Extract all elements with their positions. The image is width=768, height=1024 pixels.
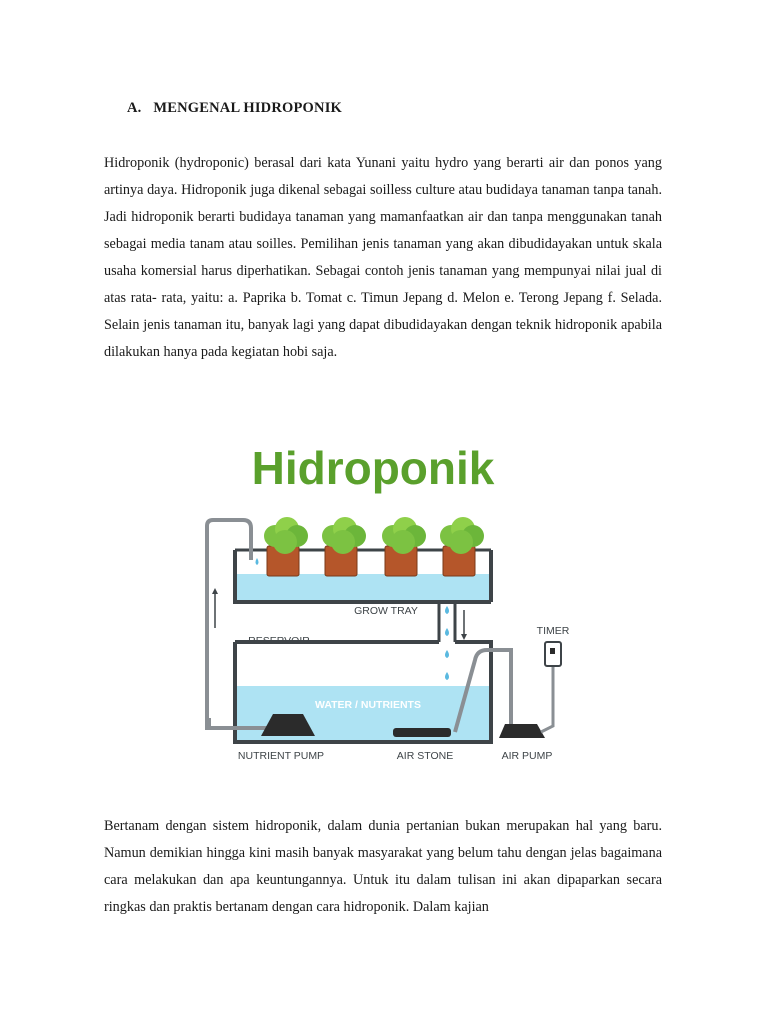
air-stone [393, 728, 451, 737]
label-grow-tray: GROW TRAY [354, 605, 418, 617]
up-arrow-head [212, 588, 218, 594]
intro-paragraph: Hidroponik (hydroponic) berasal dari kata Yunani yaitu hydro yang berarti air dan ponos yang artinya daya. Hidroponik juga dikenal sebagai soilless culture atau budidaya tanaman tanpa tanah. Jadi hidroponik berarti budidaya tanaman yang mamanfaatkan air dan tanpa menggunakan tanah sebagai media tanam atau soilles. Pemilihan jenis tanaman yang akan dibudidayakan untuk skala usaha komersial harus diperhatikan. Sebagai contoh jenis tanaman yang mempunyai nilai jual di atas rata- rata, yaitu: a. Paprika b. Tomat c. Timun Jepang d. Melon e. Terong Jepang f. Selada. Selain jenis tanaman itu, banyak lagi yang dapat dibudidayakan dengan teknik hidroponik apabila dilakukan hanya pada kegiatan hobi saja. [104, 155, 662, 360]
timer-cord [541, 664, 553, 732]
hydroponic-diagram [175, 428, 595, 773]
plant-row [264, 517, 484, 576]
section-title: MENGENAL HIDROPONIK [153, 100, 343, 116]
section-number: A. [127, 100, 142, 116]
plant-2 [322, 517, 366, 576]
down-arrow-head [461, 634, 467, 640]
timer-switch [550, 648, 555, 654]
label-reservoir: RESERVOIR [248, 635, 310, 647]
plant-1 [264, 517, 308, 576]
diagram-title: Hidroponik [251, 442, 495, 494]
second-paragraph: Bertanam dengan sistem hidroponik, dalam dunia pertanian bukan merupakan hal yang baru. Namun demikian hingga kini masih banyak masyarakat yang belum tahu dengan jelas bagaimana cara melakukan dan apa keuntungannya. Untuk itu dalam tulisan ini akan dipaparkan secara ringkas dan praktis bertanam dengan cara hidroponik. Dalam kajian [104, 818, 662, 915]
section-heading [127, 100, 342, 117]
label-timer: TIMER [536, 625, 570, 637]
grow-tray-water [237, 574, 489, 600]
label-water: WATER / NUTRIENTS [315, 699, 421, 711]
plant-4 [440, 517, 484, 576]
air-pump [499, 724, 545, 738]
label-nutrient-pump: NUTRIENT PUMP [237, 750, 325, 762]
plant-3 [382, 517, 426, 576]
label-air-pump: AIR PUMP [501, 750, 553, 762]
label-air-stone: AIR STONE [396, 750, 454, 762]
